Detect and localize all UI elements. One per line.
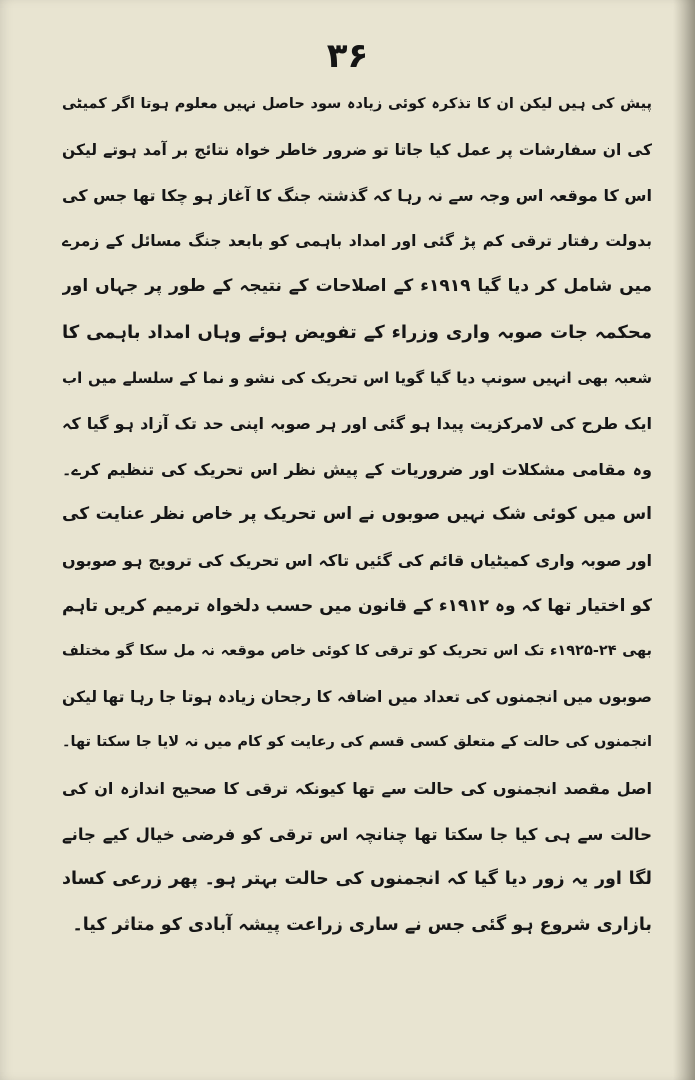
- text-line: انجمنوں کی حالت کے متعلق کسی قسم کی رعایت کو کام میں نہ لایا جا سکتا تھا۔: [62, 734, 652, 751]
- text-line: کو اختیار تھا کہ وہ ۱۹۱۲ء کے قانون میں حسب دلخواہ ترمیم کریں تاہم: [62, 595, 652, 616]
- text-line: لگا اور یہ زور دیا گیا کہ انجمنوں کی حالت بہتر ہو۔ پھر زرعی کساد: [62, 869, 652, 890]
- text-line: پیش کی ہیں لیکن ان کا تذکرہ کوئی زیادہ سود حاصل نہیں معلوم ہوتا اگر کمیٹی: [62, 96, 652, 112]
- text-line: شعبہ بھی انہیں سونپ دیا گیا گویا اس تحریک کی نشو و نما کے سلسلے میں اب: [62, 368, 652, 387]
- text-line: اس میں کوئی شک نہیں صوبوں نے اس تحریک پر خاص نظر عنایت کی: [62, 504, 652, 525]
- text-line: میں شامل کر دیا گیا ۱۹۱۹ء کے اصلاحات کے نتیجہ کے طور پر جہاں اور: [62, 276, 652, 297]
- text-line: محکمہ جات صوبہ واری وزراء کے تفویض ہوئے وہاں امداد باہمی کا: [62, 321, 652, 343]
- text-line: بازاری شروع ہو گئی جس نے ساری زراعت پیشہ آبادی کو متاثر کیا۔: [72, 914, 652, 935]
- text-line: صوبوں میں انجمنوں کی تعداد میں اضافہ کا رجحان زیادہ ہوتا جا رہا تھا لیکن: [62, 687, 652, 706]
- text-line: کی ان سفارشات پر عمل کیا جاتا تو ضرور خاطر خواہ نتائج بر آمد ہوتے لیکن: [62, 140, 652, 159]
- text-line: وہ مقامی مشکلات اور ضروریات کے پیش نظر اس تحریک کی تنظیم کرے۔: [62, 459, 652, 479]
- text-line: اصل مقصد انجمنوں کی حالت سے تھا کیونکہ ترقی کا صحیح اندازہ ان کی: [62, 778, 652, 798]
- text-line: اس کا موقعہ اس وجہ سے نہ رہا کہ گذشتہ جنگ کا آغاز ہو چکا تھا جس کی: [62, 186, 652, 206]
- body-text: [62, 82, 652, 948]
- text-line: ایک طرح کی لامرکزیت پیدا ہو گئی اور ہر صوبہ اپنی حد تک آزاد ہو گیا کہ: [62, 414, 652, 434]
- text-line: حالت سے ہی کیا جا سکتا تھا چنانچہ اس ترقی کو فرضی خیال کیے جانے: [62, 824, 652, 844]
- text-line: اور صوبہ واری کمیٹیاں قائم کی گئیں تاکہ اس تحریک کی ترویج ہو صوبوں: [62, 550, 652, 570]
- page-number: ۳۶: [326, 36, 369, 76]
- page-edge-shadow: [673, 0, 695, 1080]
- text-line: بھی ۲۴-۱۹۲۵ء تک اس تحریک کو ترقی کا کوئی خاص موقعہ نہ مل سکا گو مختلف: [62, 643, 652, 660]
- text-line: بدولت رفتار ترقی کم پڑ گئی اور امداد باہمی کو بابعد جنگ مسائل کے زمرے: [62, 231, 652, 250]
